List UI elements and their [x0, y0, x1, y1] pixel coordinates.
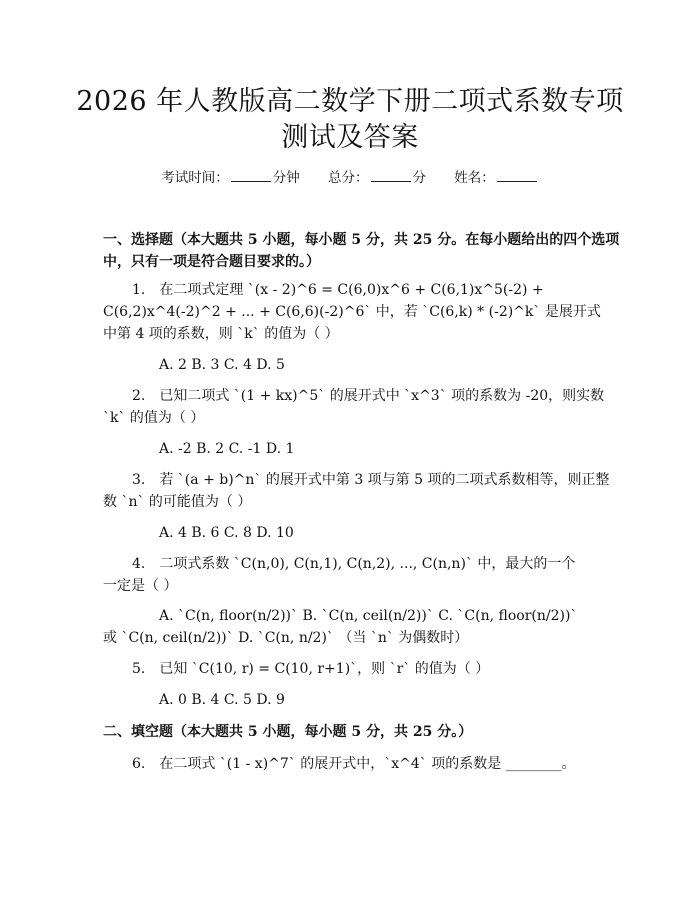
- question-1-line1: 1. 在二项式定理 `(x - 2)^6 = C(6,0)x^6 + C(6,1)x^5(-2) +: [132, 282, 544, 298]
- section1-heading-line1: 一、选择题（本大题共 5 小题，每小题 5 分，共 25 分。在每小题给出的四个选项: [103, 232, 620, 248]
- question-1-line3: 中第 4 项的系数，则 `k` 的值为（ ）: [103, 326, 339, 342]
- question-6-line1: 6. 在二项式 `(1 - x)^7` 的展开式中，`x^4` 项的系数是 ________。: [132, 756, 576, 772]
- page-title-line1: 2026 年人教版高二数学下册二项式系数专项: [76, 86, 624, 117]
- page-title-line2: 测试及答案: [281, 122, 419, 153]
- question-1-options: A. 2 B. 3 C. 4 D. 5: [159, 357, 285, 373]
- exam-name: [454, 170, 539, 186]
- exam-score-unit: 分: [412, 170, 426, 186]
- question-3-options: A. 4 B. 6 C. 8 D. 10: [159, 525, 294, 541]
- question-5-options: A. 0 B. 4 C. 5 D. 9: [159, 692, 285, 708]
- section1-heading-line2: 中，只有一项是符合题目要求的。）: [103, 254, 320, 270]
- question-4-options-line2: 或 `C(n, ceil(n/2))` D. `C(n, n/2)` （当 `n` 为偶数时）: [103, 630, 469, 646]
- question-3-line2: 数 `n` 的可能值为（ ）: [103, 494, 252, 510]
- question-4-line1: 4. 二项式系数 `C(n,0), C(n,1), C(n,2), ..., C(n,n)` 中，最大的一个: [132, 556, 576, 572]
- question-3-line1: 3. 若 `(a + b)^n` 的展开式中第 3 项与第 5 项的二项式系数相等，则正整: [132, 472, 610, 488]
- exam-time: [161, 170, 304, 186]
- exam-time-blank: [231, 167, 271, 182]
- question-4-line2: 一定是（ ）: [103, 578, 178, 594]
- exam-score-blank: [371, 167, 411, 182]
- exam-info-row: [0, 167, 700, 188]
- exam-name-label: 姓名：: [454, 170, 495, 186]
- exam-score: [328, 170, 430, 186]
- section2-heading: 二、填空题（本大题共 5 小题，每小题 5 分，共 25 分。）: [103, 724, 473, 740]
- question-4-options-line1: A. `C(n, floor(n/2))` B. `C(n, ceil(n/2))` C. `C(n, floor(n/2))`: [159, 608, 578, 624]
- exam-time-unit: 分钟: [272, 170, 300, 186]
- question-5-line1: 5. 已知 `C(10, r) = C(10, r+1)`，则 `r` 的值为（ ）: [132, 661, 490, 677]
- question-2-options: A. -2 B. 2 C. -1 D. 1: [159, 441, 295, 457]
- question-2-line2: `k` 的值为（ ）: [103, 410, 205, 426]
- exam-time-label: 考试时间：: [161, 170, 229, 186]
- question-2-line1: 2. 已知二项式 `(1 + kx)^5` 的展开式中 `x^3` 项的系数为 -20，则实数: [132, 388, 605, 404]
- question-1-line2: C(6,2)x^4(-2)^2 + ... + C(6,6)(-2)^6` 中，若 `C(6,k) * (-2)^k` 是展开式: [103, 304, 601, 320]
- exam-name-blank: [497, 167, 537, 182]
- exam-score-label: 总分：: [328, 170, 369, 186]
